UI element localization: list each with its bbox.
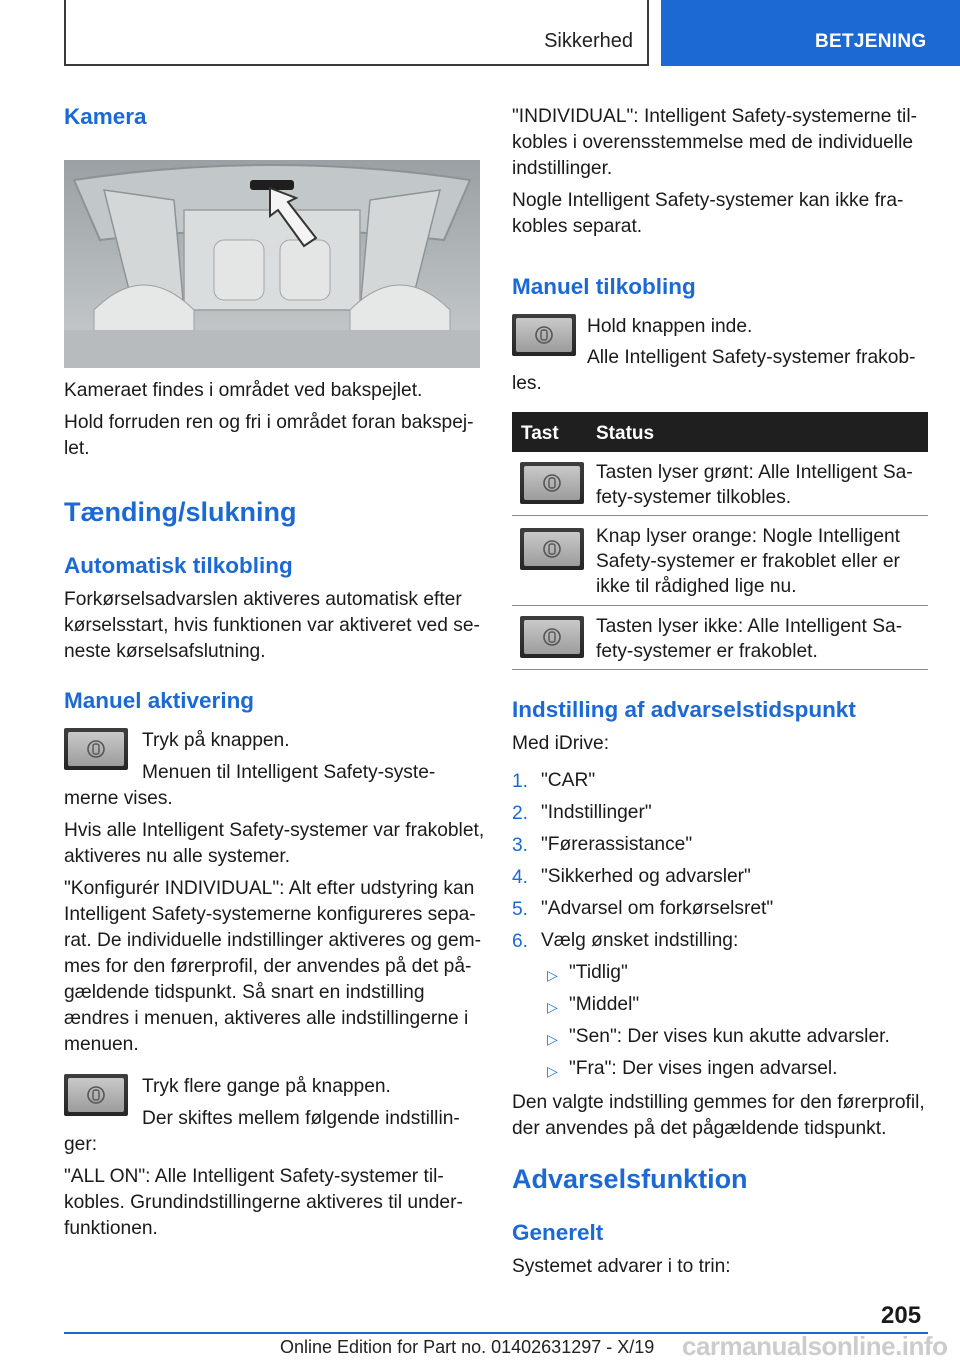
ma-p5-line-2: kobles. Grundindstillingerne aktiveres til under- [64, 1192, 463, 1213]
individual-line-2: kobles i overensstemmelse med de individuelle [512, 132, 914, 153]
table-header-tast: Tast [521, 423, 559, 444]
ma-line-1: Tryk på knappen. [142, 730, 290, 751]
step-text: "Førerassistance" [541, 834, 693, 855]
mt-line-2: Alle Intelligent Safety-systemer frakob- [587, 347, 916, 368]
ma-p3-line-7: menuen. [64, 1034, 139, 1055]
table-cell-status-line-3: ikke til rådighed lige nu. [596, 576, 797, 597]
ma-line-2: Menuen til Intelligent Safety-syste- [142, 762, 436, 783]
kamera-paragraph-2-line-1: Hold forruden ren og fri i området foran bakspej- [64, 412, 474, 433]
bullet-triangle-icon: ▷ [547, 967, 558, 983]
ma-p4-line-2: Der skiftes mellem følgende indstillin- [142, 1108, 460, 1129]
nogle-line-1: Nogle Intelligent Safety-systemer kan ikke fra- [512, 190, 904, 211]
ma-p3-line-5: gældende tidspunkt. Så snart en indstilling [64, 982, 425, 1003]
kamera-paragraph-2-line-2: let. [64, 438, 90, 459]
footer-watermark: carmanualsonline.info [682, 1331, 948, 1361]
auto-line-3: neste kørselsafslutning. [64, 641, 266, 662]
ma-p4-line-3: ger: [64, 1134, 98, 1155]
ma-p5-line-1: "ALL ON": Alle Intelligent Safety-systemer til- [64, 1166, 444, 1187]
safety-button-icon [64, 1074, 128, 1116]
manuel-aktivering-heading: Manuel aktivering [64, 688, 255, 713]
ma-p3-line-2: Intelligent Safety-systemerne konfigureres sepa- [64, 904, 476, 925]
safety-button-green-icon [520, 462, 584, 504]
table-row [512, 452, 928, 516]
indstilling-heading: Indstilling af advarselstidspunkt [512, 697, 856, 722]
nogle-line-2: kobles separat. [512, 216, 643, 237]
auto-line-2: kørselsstart, hvis funktionen var aktiveret ved se- [64, 615, 480, 636]
auto-line-1: Forkørselsadvarslen aktiveres automatisk efter [64, 589, 462, 610]
step-number: 2. [512, 803, 529, 824]
header-section-tab [64, 0, 649, 66]
table-row [512, 516, 928, 606]
kamera-paragraph-1: Kameraet findes i området ved bakspejlet. [64, 380, 423, 401]
table-cell-status-line-2: fety-systemer er frakoblet. [596, 641, 818, 662]
option-text: "Tidlig" [569, 962, 628, 983]
safety-button-icon [512, 314, 576, 356]
valgte-line-2: der anvendes på det pågældende tidspunkt. [512, 1118, 887, 1139]
kamera-heading: Kamera [64, 104, 147, 129]
table-row [512, 606, 928, 670]
ma-p3-line-6: ændres i menuen, aktiveres alle indstillingerne i [64, 1008, 469, 1029]
step-text: "CAR" [541, 770, 596, 791]
header-chapter-label: BETJENING [815, 31, 927, 52]
manuel-tilkobling-heading: Manuel tilkobling [512, 274, 696, 299]
ma-p4-line-1: Tryk flere gange på knappen. [142, 1076, 391, 1097]
safety-button-orange-icon [520, 528, 584, 570]
camera-location-image [64, 160, 480, 368]
step-number: 5. [512, 899, 529, 920]
step-text: Vælg ønsket indstilling: [541, 930, 739, 951]
table-cell-status-line-1: Tasten lyser grønt: Alle Intelligent Sa- [596, 462, 913, 483]
option-text: "Sen": Der vises kun akutte advarsler. [569, 1026, 890, 1047]
step-text: "Advarsel om forkørselsret" [541, 898, 774, 919]
table-cell-status-line-1: Tasten lyser ikke: Alle Intelligent Sa- [596, 616, 903, 637]
med-idrive: Med iDrive: [512, 733, 610, 754]
page-number: 205 [881, 1302, 922, 1329]
advarselsfunktion-heading: Advarselsfunktion [512, 1164, 748, 1194]
option-text: "Middel" [569, 994, 640, 1015]
step-number: 1. [512, 771, 529, 792]
ma-p3-line-3: rat. De individuelle indstillinger aktiveres og gem- [64, 930, 481, 951]
ma-p2-line-2: aktiveres nu alle systemer. [64, 846, 291, 867]
status-table [512, 412, 928, 670]
table-header-status: Status [596, 423, 655, 444]
bullet-triangle-icon: ▷ [547, 1063, 558, 1079]
mt-line-3: les. [512, 373, 542, 394]
individual-line-1: "INDIVIDUAL": Intelligent Safety-systemerne til- [512, 106, 917, 127]
step-text: "Sikkerhed og advarsler" [541, 866, 751, 887]
bullet-triangle-icon: ▷ [547, 999, 558, 1015]
ma-line-3: merne vises. [64, 788, 173, 809]
table-cell-status-line-2: fety-systemer tilkobles. [596, 487, 792, 508]
table-header [512, 412, 928, 452]
option-text: "Fra": Der vises ingen advarsel. [569, 1058, 838, 1079]
step-number: 4. [512, 867, 529, 888]
bullet-triangle-icon: ▷ [547, 1031, 558, 1047]
mt-line-1: Hold knappen inde. [587, 316, 753, 337]
valgte-line-1: Den valgte indstilling gemmes for den førerprofil, [512, 1092, 925, 1113]
ma-p3-line-4: mes for den førerprofil, der anvendes på det på- [64, 956, 472, 977]
ma-p5-line-3: funktionen. [64, 1218, 158, 1239]
ma-p3-line-1: "Konfigurér INDIVIDUAL": Alt efter udstyring kan [64, 878, 475, 899]
table-cell-status-line-1: Knap lyser orange: Nogle Intelligent [596, 526, 900, 547]
step-number: 6. [512, 931, 529, 952]
generelt-heading: Generelt [512, 1220, 604, 1245]
generelt-paragraph: Systemet advarer i to trin: [512, 1256, 731, 1277]
safety-button-icon [64, 728, 128, 770]
safety-button-off-icon [520, 616, 584, 658]
automatisk-heading: Automatisk tilkobling [64, 553, 293, 578]
footer-edition: Online Edition for Part no. 01402631297 - X/19 [280, 1337, 655, 1357]
header-chapter-tab [661, 0, 960, 66]
step-number: 3. [512, 835, 529, 856]
taending-heading: Tænding/slukning [64, 497, 297, 527]
ma-p2-line-1: Hvis alle Intelligent Safety-systemer var frakoblet, [64, 820, 485, 841]
table-cell-status-line-2: Safety-systemer er frakoblet eller er [596, 551, 900, 572]
header-section-label: Sikkerhed [544, 30, 633, 52]
step-text: "Indstillinger" [541, 802, 652, 823]
individual-line-3: indstillinger. [512, 158, 613, 179]
